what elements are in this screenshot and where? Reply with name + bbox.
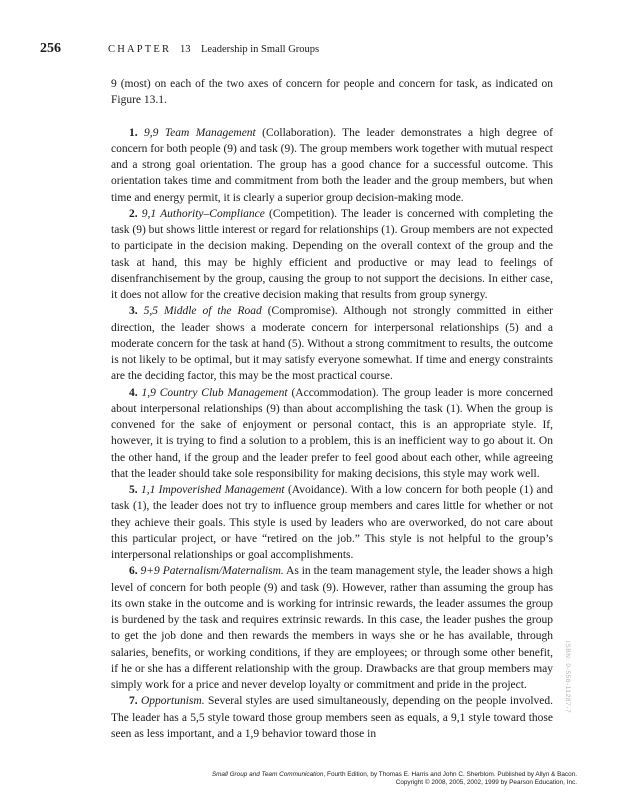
- chapter-number: 13: [180, 44, 191, 55]
- item-number: 6.: [129, 565, 138, 578]
- footer-line-1: [212, 771, 577, 779]
- item-text: (Avoidance). With a low concern for both people (1) and task (1), the leader does not try to influence group members and cares little for whether or not they achieve their goals. This style is used by leaders who are overworked, do not care about this particular project, or have “retired on the job.” This style is not helpful to the group’s interpersonal relationships or goal accomplishments.: [111, 484, 553, 561]
- page-number: 256: [40, 41, 61, 56]
- isbn-watermark: ISBN: 0-558-11287-7: [564, 641, 571, 714]
- style-item-country-club: [111, 385, 553, 483]
- running-header: [40, 41, 580, 57]
- copyright-footer: [212, 771, 577, 787]
- footer-line-2: Copyright © 2008, 2005, 2002, 1999 by Pearson Education, Inc.: [395, 779, 577, 786]
- item-text: (Collaboration). The leader demonstrates a high degree of concern for both people (9) and task (9). The group members work together with mutual respect and a strong goal orientation. The group has a good chance for a successful outcome. This orientation takes time and commitment from both the leader and the group members, but when time and energy permit, it is clearly a superior group decision-making mode.: [111, 126, 553, 204]
- item-text: (Competition). The leader is concerned with completing the task (9) but shows little interest or regard for relationships (1). Group members are not expected to participate in the decision making. Depending on the overall context of the group and the task at hand, this may be highly efficient and productive or may lead to feelings of disenfranchisement by the group, causing the group to not support the decisions. In either case, it does not allow for the creative decision making that results from group synergy.: [111, 207, 554, 301]
- chapter-title: Leadership in Small Groups: [201, 44, 320, 55]
- item-name: 9,1 Authority–Compliance: [141, 207, 265, 220]
- item-name: Opportunism.: [141, 695, 205, 708]
- footer-credits: , Fourth Edition, by Thomas E. Harris and John C. Sherblom. Published by Allyn & Bacon.: [323, 771, 577, 778]
- item-number: 2.: [129, 207, 138, 220]
- chapter-label: CHAPTER: [108, 44, 172, 55]
- item-number: 3.: [129, 305, 138, 318]
- item-number: 5.: [129, 484, 138, 496]
- item-name: 5,5 Middle of the Road: [143, 305, 262, 318]
- item-name: 1,9 Country Club Management: [141, 386, 288, 399]
- item-text: Several styles are used simultaneously, depending on the people involved. The leader has a 5,5 style toward those group members seen as equals, a 9,1 style toward those seen as less important, and a 1,9 behavior toward those in: [111, 695, 553, 740]
- item-name: 1,1 Impoverished Management: [140, 484, 285, 496]
- item-number: 1.: [129, 126, 138, 139]
- style-item-authority-compliance: [111, 206, 553, 304]
- item-number: 4.: [129, 386, 138, 399]
- style-item-impoverished: [111, 482, 553, 563]
- body-text: [111, 76, 553, 742]
- footer-book-title: Small Group and Team Communication: [211, 771, 324, 778]
- style-item-opportunism: [111, 693, 553, 742]
- style-item-paternalism: [111, 563, 553, 693]
- style-item-team-management: [111, 125, 553, 206]
- item-text: (Accommodation). The group leader is more concerned about interpersonal relationships (9) than about accomplishing the task (1). When the group is convened for the sake of enjoyment or personal contact, this is an appropriate style. If, however, it is trying to find a solution to a problem, this is an inefficient way to go about it. On the other hand, if the group and the leader prefer to feel good about each other, while agreeing that the leader should take sole responsibility for making decisions, this style may work well.: [111, 386, 553, 480]
- item-number: 7.: [129, 695, 138, 708]
- item-text: As in the team management style, the leader shows a high level of concern for both people (9) and task (9). However, rather than assuming the group has its own stake in the outcome and is working for intrinsic rewards, the leader assumes the group is burdened by the task and requires extrinsic rewards. In this case, the leader pushes the group to get the job done and then rewards the members in ways she or he has available, through salaries, benefits, or working conditions, if they are employees; or through some other benefit, if he or she has a different relationship with the group. Drawbacks are that group members may simply work for a price and never develop loyalty or commitment and pride in the project.: [111, 565, 553, 691]
- intro-paragraph: 9 (most) on each of the two axes of concern for people and concern for task, as indicated on Figure 13.1.: [111, 78, 553, 107]
- item-text: (Compromise). Although not strongly committed in either direction, the leader shows a moderate concern for interpersonal relationships (5) and a moderate concern for the task at hand (5). Without a strong commitment to results, the outcome is not likely to be optimal, but it may satisfy everyone somewhat. If time and energy constraints are the deciding factor, this may be the most practical course.: [111, 305, 554, 383]
- item-name: 9+9 Paternalism/Maternalism.: [140, 565, 284, 578]
- item-name: 9,9 Team Management: [144, 126, 256, 139]
- style-item-middle-of-the-road: [111, 303, 553, 384]
